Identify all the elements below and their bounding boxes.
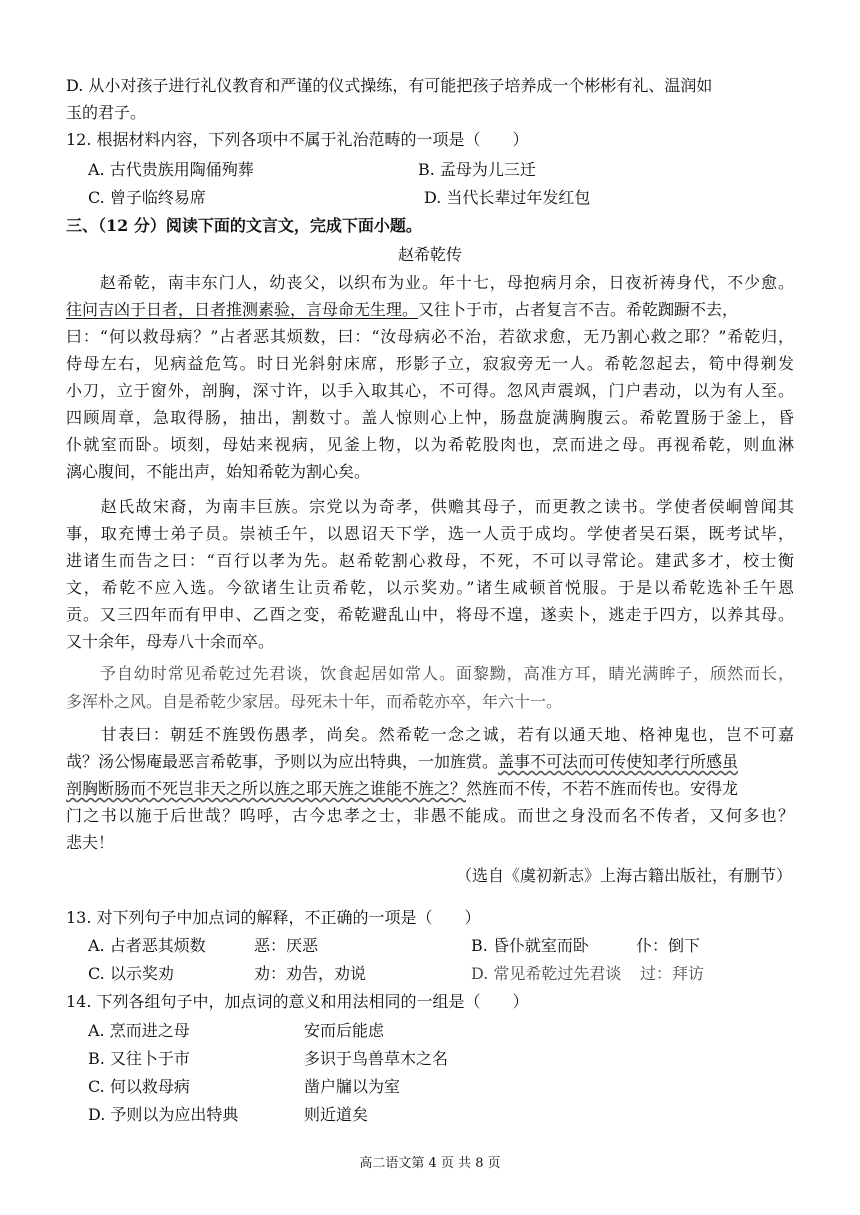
passage-p4-line3 xyxy=(66,779,738,799)
passage-p1-line2 xyxy=(66,300,738,320)
q14-option-b-right: 多识于鸟兽草木之名 xyxy=(304,1049,449,1068)
q14-option-a-left: A. 烹而进之母 xyxy=(88,1021,190,1040)
passage-source: （选自《虞初新志》上海古籍出版社，有删节） xyxy=(455,866,792,885)
passage-p2-line5: 贡。又三四年而有甲申、乙酉之变，希乾避乱山中，将母不遑，遂卖卜，逃走于四方，以养其母。 xyxy=(66,605,794,624)
passage-p1-line3: 曰：“何以救母病？”占者恶其烦数，曰：“汝母病必不治，若欲求愈，无乃割心救之耶？”希乾归， xyxy=(66,327,794,346)
passage-p2-line2: 事，取充博士弟子员。崇祯壬午，以恩诏天下学，选一人贡于成均。学使者吴石渠，既考试毕， xyxy=(66,524,794,543)
q14-option-d-right: 则近道矣 xyxy=(304,1105,369,1124)
passage-title: 赵希乾传 xyxy=(397,245,462,264)
q13-stem: 13. 对下列句子中加点词的解释，不正确的一项是（ ） xyxy=(66,908,481,927)
q12-option-c: C. 曾子临终易席 xyxy=(88,188,206,207)
q14-option-d-left: D. 予则以为应出特典 xyxy=(88,1105,239,1124)
q12-option-b: B. 孟母为儿三迁 xyxy=(418,160,536,179)
q14-stem: 14. 下列各组句子中，加点词的意义和用法相同的一组是（ ） xyxy=(66,992,529,1011)
q12-option-a: A. 古代贵族用陶俑殉葬 xyxy=(88,160,254,179)
passage-p1-line7: 仆就室而卧。顷刻，母姑来视病，见釜上物，以为希乾股肉也，烹而进之母。再视希乾，则血淋 xyxy=(66,435,794,454)
q11-option-d-line1: D. 从小对孩子进行礼仪教育和严谨的仪式操练，有可能把孩子培养成一个彬彬有礼、温润如 xyxy=(66,76,713,95)
passage-p4-line2-start: 哉？汤公惕庵最恶言希乾事，予则以为应出特典，一加旌赏。 xyxy=(66,752,499,771)
passage-p4-line5: 悲夫！ xyxy=(66,833,115,852)
passage-p1-line2-rest: 又往卜于市，占者复言不吉。希乾踟蹰不去， xyxy=(418,300,739,319)
wavy-underlined-sentence-part2: 剖胸断肠而不死岂非天之所以旌之耶天旌之谁能不旌之？ xyxy=(66,779,467,798)
q12-stem: 12. 根据材料内容，下列各项中不属于礼治范畴的一项是（ ） xyxy=(66,130,529,149)
passage-p1-line5: 小刀，立于窗外，剖胸，深寸许，以手入取其心，不可得。忽风声震飒，门户砉动，以为有人至。 xyxy=(66,381,794,400)
q13-option-d: D. 常见希乾过先君谈 xyxy=(471,964,622,983)
q13-option-d-gloss: 过：拜访 xyxy=(640,964,705,983)
q14-option-c-left: C. 何以救母病 xyxy=(88,1077,190,1096)
q13-option-a: A. 占者恶其烦数 xyxy=(88,936,206,955)
passage-p1-line8: 漓心腹间，不能出声，始知希乾为割心矣。 xyxy=(66,462,371,481)
wavy-underlined-sentence-part1: 盖事不可法而可传使知孝行所感虽 xyxy=(498,752,739,771)
passage-p2-line3: 进诸生而告之曰：“百行以孝为先。赵希乾割心救母，不死，不可以寻常论。建武多才，校士衡 xyxy=(66,551,794,570)
q14-option-b-left: B. 又往卜于市 xyxy=(88,1049,190,1068)
q12-option-d: D. 当代长辈过年发红包 xyxy=(424,188,591,207)
passage-p4-line1: 甘表曰：朝廷不旌毁伤愚孝，尚矣。然希乾一念之诚，若有以通天地、格神鬼也，岂不可嘉 xyxy=(66,725,794,744)
q13-option-a-gloss: 恶：厌恶 xyxy=(254,936,319,955)
passage-p4-line3-rest: 然旌而不传，不若不旌而传也。安得龙 xyxy=(466,779,739,798)
page-footer: 高二语文第 4 页 共 8 页 xyxy=(359,1156,501,1171)
passage-p1-line1: 赵希乾，南丰东门人，幼丧父，以织布为业。年十七，母抱病月余，日夜祈祷身代，不少愈。 xyxy=(66,273,794,292)
passage-p4-line2 xyxy=(66,752,738,772)
q11-option-d-line2: 玉的君子。 xyxy=(66,103,147,122)
q14-option-c-right: 凿户牖以为室 xyxy=(304,1077,401,1096)
passage-p3-line2: 多浑朴之风。自是希乾少家居。母死未十年，而希乾亦卒，年六十一。 xyxy=(66,692,563,711)
underlined-sentence: 往问吉凶于日者，日者推测素验，言母命无生理。 xyxy=(66,300,419,319)
section-heading: 三、（12 分）阅读下面的文言文，完成下面小题。 xyxy=(66,216,422,235)
passage-p2-line4: 文，希乾不应入选。今欲诸生让贡希乾，以示奖劝。”诸生咸顿首悦服。于是以希乾选补壬午恩 xyxy=(66,578,794,597)
q13-option-c-gloss: 劝：劝告，劝说 xyxy=(254,964,367,983)
passage-p2-line1: 赵氏故宋裔，为南丰巨族。宗党以为奇孝，供赡其母子，而更教之读书。学使者侯峒曾闻其 xyxy=(66,497,794,516)
q13-option-c: C. 以示奖劝 xyxy=(88,964,174,983)
passage-p1-line6: 四顾周章，急取得肠，抽出，割数寸。盖人惊则心上忡，肠盘旋满胸腹云。希乾置肠于釜上，昏 xyxy=(66,408,794,427)
passage-p4-line4: 门之书以施于后世哉？呜呼，古今忠孝之士，非愚不能成。而世之身没而名不传者，又何多也？ xyxy=(66,806,794,825)
passage-p2-line6: 又十余年，母寿八十余而卒。 xyxy=(66,632,275,651)
q13-option-b: B. 昏仆就室而卧 xyxy=(471,936,589,955)
passage-p1-line4: 侍母左右，见病益危笃。时日光斜射床席，形影子立，寂寂旁无一人。希乾忽起去，筍中得剃发 xyxy=(66,354,794,373)
q14-option-a-right: 安而后能虑 xyxy=(304,1021,385,1040)
q13-option-b-gloss: 仆：倒下 xyxy=(636,936,701,955)
passage-p3-line1: 予自幼时常见希乾过先君谈，饮食起居如常人。面黎黝，高准方耳，睛光满眸子，颀然而长， xyxy=(66,664,794,683)
